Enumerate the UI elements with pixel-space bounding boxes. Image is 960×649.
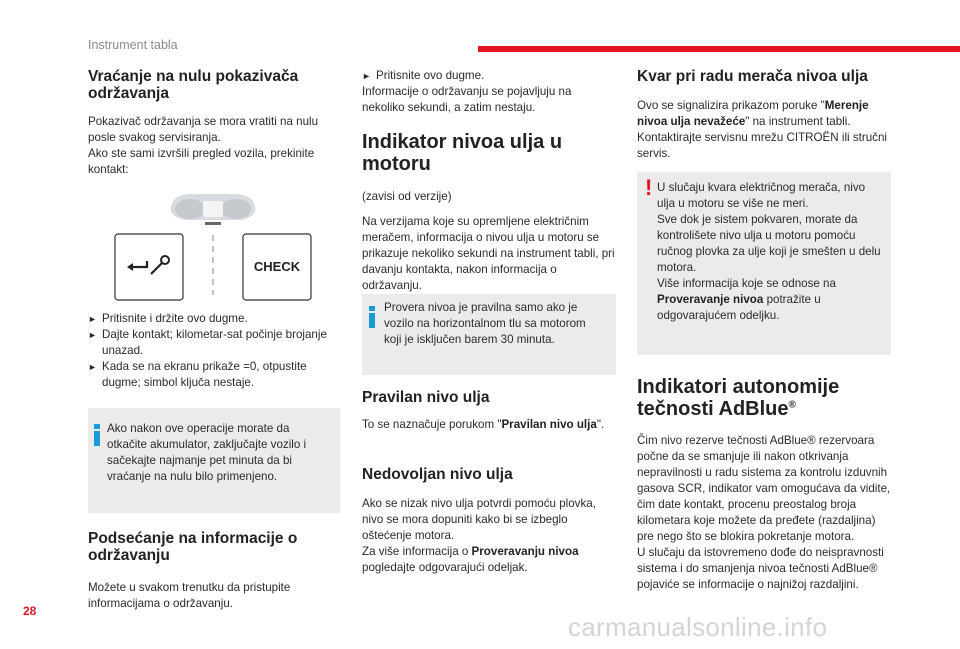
paragraph: Kontaktirajte servisnu mrežu CITROËN ili stručni servis.	[637, 131, 887, 160]
info-icon	[93, 424, 101, 446]
heading-adblue-indicators: Indikatori autonomije tečnosti AdBlue®	[637, 376, 840, 420]
column-1	[88, 68, 340, 187]
paragraph: Ako se nizak nivo ulja potvrdi pomoću plovka, nivo se mora dopuniti kako bi se izbeglo oštećenje motora.	[362, 497, 596, 542]
bullet-item: ► Dajte kontakt; kilometar-sat počinje brojanje unazad.	[88, 328, 327, 357]
arrow-icon: ►	[88, 314, 97, 324]
info-note	[88, 408, 340, 513]
paragraph: Pokazivač održavanja se mora vratiti na nulu posle svakog servisiranja.	[88, 115, 319, 144]
header-red-bar	[478, 46, 960, 52]
paragraph: (zavisi od verzije)	[362, 190, 452, 203]
note-text: Ako nakon ove operacije morate da otkačite akumulator, zaključajte vozilo i sačekajte najmanje pet minuta da bi vraćanje na nulu bilo primenjeno.	[107, 422, 307, 483]
paragraph: Možete u svakom trenutku da pristupite informacijama o održavanju.	[88, 581, 291, 610]
warning-line: Više informacija koje se odnose na Proveravanje nivoa potražite u odgovarajućem odeljku.	[657, 277, 836, 322]
warning-note	[637, 172, 891, 355]
warning-line: U slučaju kvara električnog merača, nivo ulja u motoru se više ne meri.	[657, 181, 866, 210]
paragraph: Informacije o održavanju se pojavljuju na nekoliko sekundi, a zatim nestaju.	[362, 85, 572, 114]
column-2	[362, 68, 617, 303]
note-text	[657, 180, 883, 324]
info-note	[362, 294, 616, 375]
heading-reset-maintenance: Vraćanje na nulu pokazivača održavanja	[88, 68, 299, 102]
arrow-icon: ►	[88, 362, 97, 372]
column-2-lower	[362, 389, 617, 585]
heading-correct-oil-level: Pravilan nivo ulja	[362, 389, 490, 406]
paragraph: Na verzijama koje su opremljene električnim meračem, informacija o nivou ulja u motoru se prikazuje nekoliko sekundi na instrument tabli, pri davanju kontakta, nakon informacija o održavanju.	[362, 215, 615, 292]
warning-icon: !	[645, 175, 653, 200]
column-3	[637, 68, 889, 171]
cluster-illustration	[113, 190, 313, 305]
page-number: 28	[23, 604, 37, 618]
paragraph: Za više informacija o Proveravanju nivoa pogledajte odgovarajući odeljak.	[362, 545, 579, 574]
arrow-icon: ►	[88, 330, 97, 340]
bullet-item: ► Pritisnite ovo dugme.	[362, 69, 485, 82]
column-1-bullets	[88, 311, 340, 391]
heading-maintenance-reminder: Podsećanje na informacije o održavanju	[88, 530, 298, 564]
paragraph: To se naznačuje porukom "Pravilan nivo ulja".	[362, 418, 605, 431]
info-icon	[368, 306, 376, 328]
bullet-item: ► Pritisnite i držite ovo dugme.	[88, 312, 248, 325]
paragraph: Ako ste sami izvršili pregled vozila, prekinite kontakt:	[88, 147, 315, 176]
bullet-item: ► Kada se na ekranu prikaže =0, otpustite dugme; simbol ključa nestaje.	[88, 360, 307, 389]
paragraph: Čim nivo rezerve tečnosti AdBlue® rezervoara počne da se smanjuje ili nakon otkrivanja nepravilnosti u radu sistema za kontrolu izduvnih gasova SCR, indikator vam omogućava da vidite, čim date kontakt, procenu preostalog broja kilometara koje možete da pređete (razdaljina) pre nego što se blokira pokretanje motora.	[637, 434, 891, 543]
heading-low-oil-level: Nedovoljan nivo ulja	[362, 466, 513, 483]
section-header: Instrument tabla	[88, 38, 178, 52]
paragraph: Ovo se signalizira prikazom poruke "Merenje nivoa ulja nevažeće" na instrument tabli.	[637, 99, 869, 128]
check-button-label: CHECK	[253, 259, 301, 274]
watermark: carmanualsonline.info	[568, 612, 828, 642]
column-1-reminder	[88, 530, 340, 621]
arrow-icon: ►	[362, 71, 371, 81]
paragraph: U slučaju da istovremeno dođe do neispravnosti sistema i do smanjenja nivoa tečnosti AdBlue® pojaviće se informacije o najnižoj razdaljini.	[637, 546, 884, 591]
heading-oil-gauge-fault: Kvar pri radu merača nivoa ulja	[637, 68, 868, 85]
column-3-adblue	[637, 376, 892, 602]
note-text: Provera nivoa je pravilna samo ako je vozilo na horizontalnom tlu sa motorom koji je isključen barem 30 minuta.	[384, 301, 586, 346]
instrument-cluster-icon	[113, 190, 313, 305]
warning-line: Sve dok je sistem pokvaren, morate da kontrolišete nivo ulja u motoru pomoću ručnog plovka za ulje koji je smešten u delu motora.	[657, 213, 881, 274]
heading-oil-level-indicator: Indikator nivoa ulja u motoru	[362, 131, 563, 175]
